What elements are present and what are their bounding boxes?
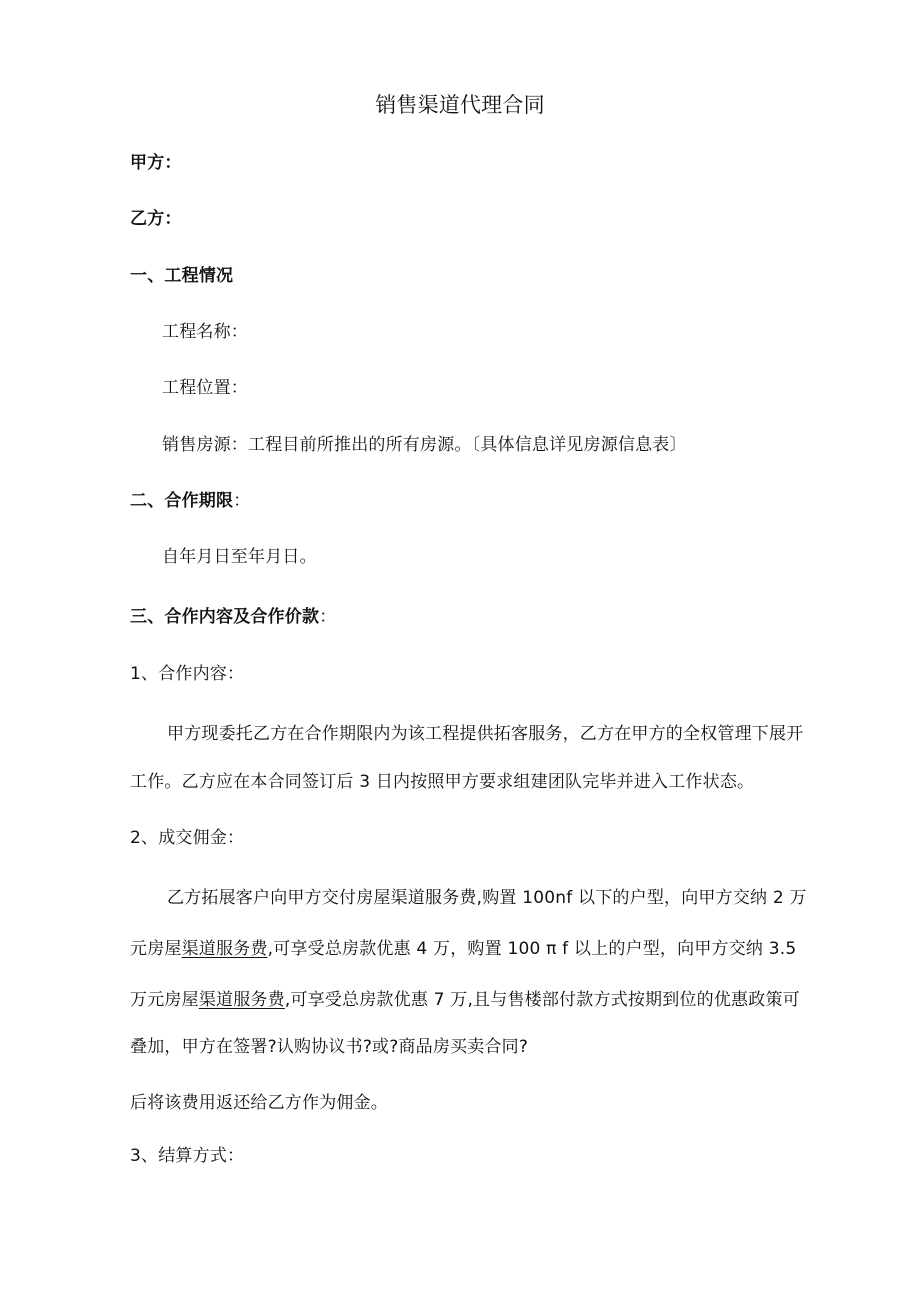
project-name-label: 工程名称： <box>162 322 248 342</box>
section3-heading: 三、合作内容及合作价款 <box>130 607 320 627</box>
item1-label: 1、合作内容： <box>130 664 245 684</box>
item2-paragraph-line3 <box>130 989 800 1011</box>
item2-line3-underlined: 渠道服务费 <box>198 990 285 1010</box>
item2-paragraph-line1: 乙方拓展客户向甲方交付房屋渠道服务费,购置 100nf 以下的户型，向甲方交纳 2 万 <box>167 888 807 908</box>
section2-heading: 二、合作期限 <box>130 491 234 511</box>
item2-paragraph-line2 <box>130 938 796 960</box>
sales-listing-text: 销售房源：工程目前所推出的所有房源。〔具体信息详见房源信息表〕 <box>162 435 687 455</box>
cooperation-period-text: 自年月日至年月日。 <box>162 547 317 567</box>
item2-paragraph-line5: 后将该费用返还给乙方作为佣金。 <box>130 1093 388 1113</box>
item1-paragraph-line1: 甲方现委托乙方在合作期限内为该工程提供拓客服务，乙方在甲方的全权管理下展开 <box>167 724 804 744</box>
item2-line3-end: ,可享受总房款优惠 7 万,且与售楼部付款方式按期到位的优惠政策可 <box>284 990 800 1010</box>
section3-heading-line <box>130 606 336 628</box>
section1-heading: 一、工程情况 <box>130 266 234 286</box>
project-location-label: 工程位置： <box>162 378 248 398</box>
party-a-label: 甲方： <box>130 153 182 173</box>
item2-line2-end: ,可享受总房款优惠 4 万，购置 100 π f 以上的户型，向甲方交纳 3.5 <box>267 939 797 959</box>
item3-label: 3、结算方式： <box>130 1146 245 1166</box>
section2-colon: ： <box>233 491 251 511</box>
item2-line2-underlined: 渠道服务费 <box>181 939 268 959</box>
section2-heading-line <box>130 490 250 512</box>
item2-line3-start: 万元房屋 <box>130 990 199 1010</box>
item1-paragraph-line2: 工作。乙方应在本合同签订后 3 日内按照甲方要求组建团队完毕并进入工作状态。 <box>130 772 755 792</box>
section3-colon: ： <box>319 607 337 627</box>
party-b-label: 乙方： <box>130 209 182 229</box>
item2-paragraph-line4: 叠加，甲方在签署?认购协议书?或?商品房买卖合同? <box>130 1037 529 1057</box>
item2-label: 2、成交佣金： <box>130 828 245 848</box>
document-title: 销售渠道代理合同 <box>375 93 545 117</box>
item2-line2-start: 元房屋 <box>130 939 182 959</box>
